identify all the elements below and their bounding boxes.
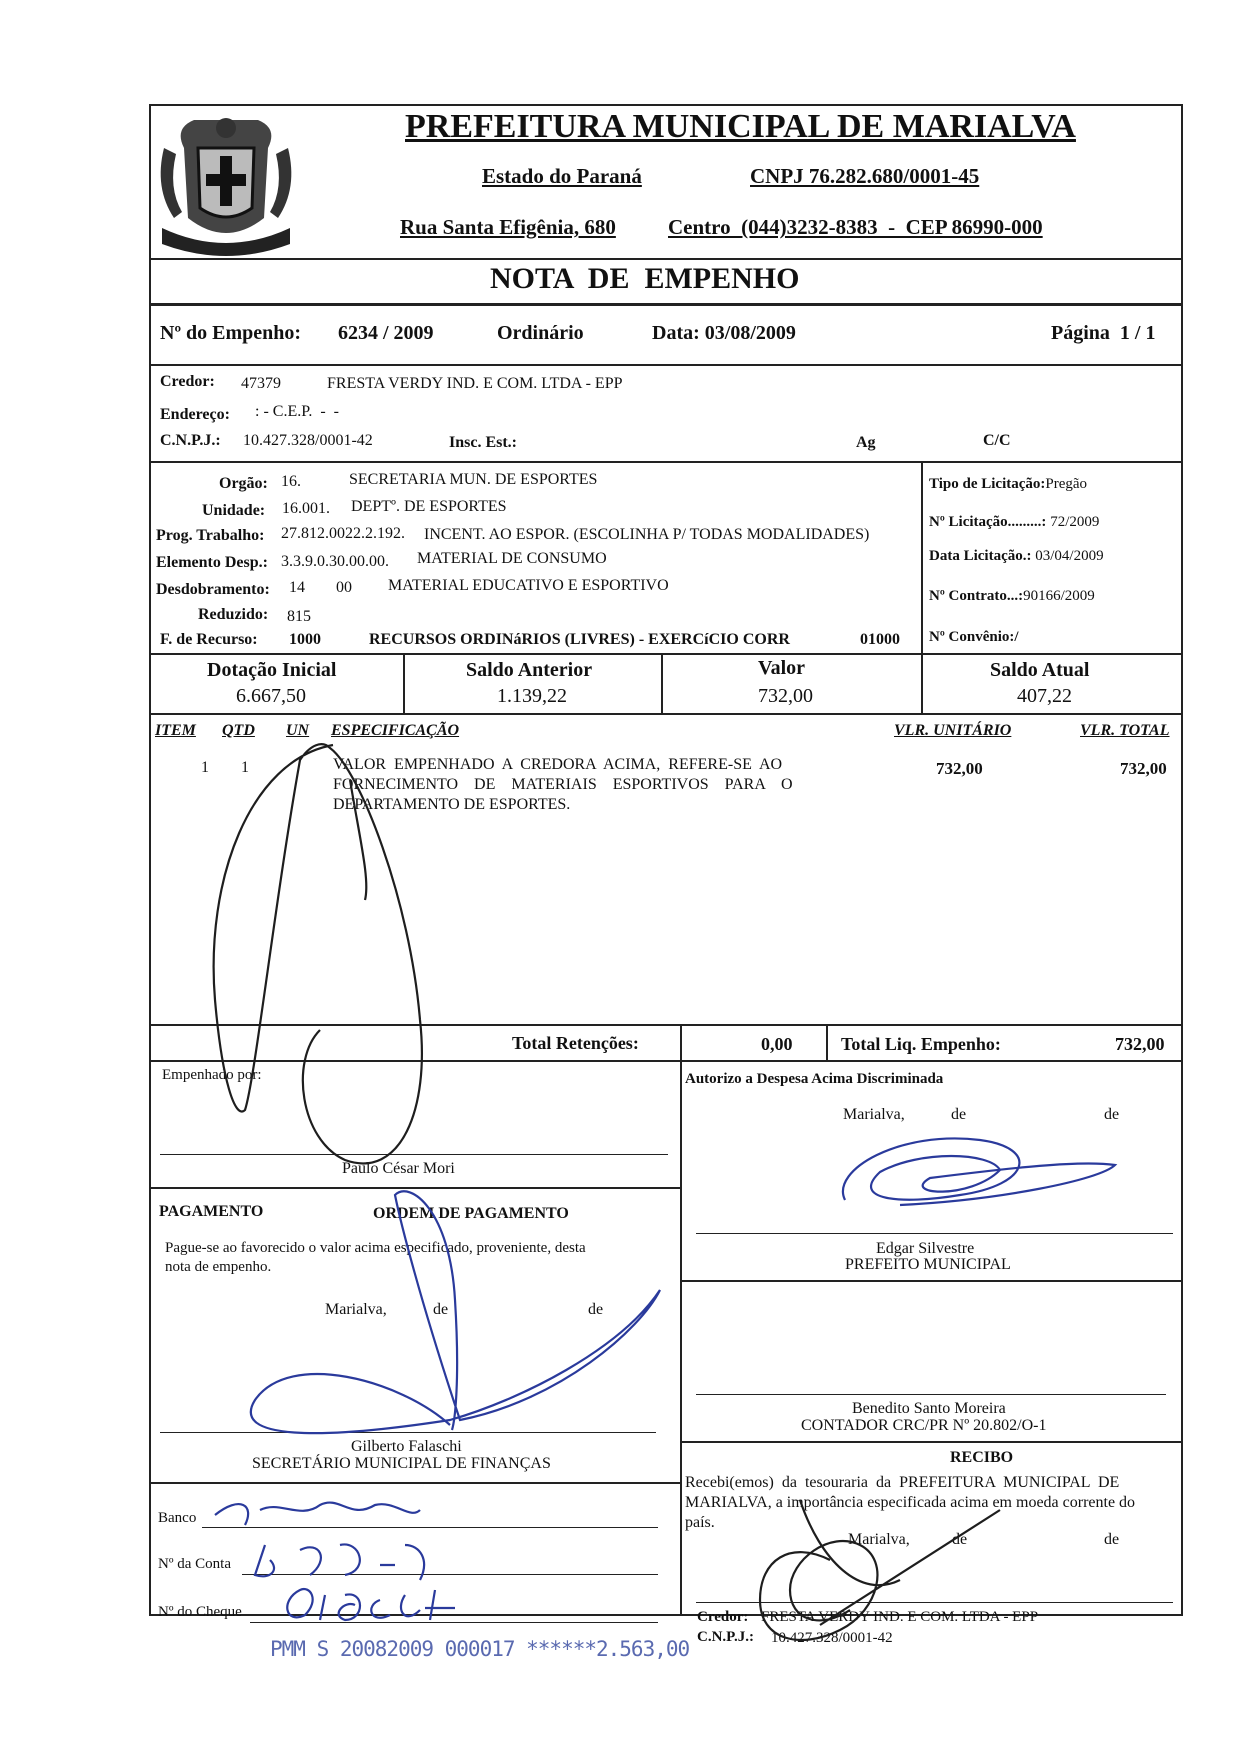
col-unit-value: VLR. UNITÁRIO xyxy=(894,722,1012,739)
reduzido-label: Reduzido: xyxy=(198,606,269,623)
numero-licitacao-label: Nº Licitação.........: 72/2009 xyxy=(929,514,1100,530)
empenho-date: Data: 03/08/2009 xyxy=(652,322,796,344)
contador-name: Benedito Santo Moreira xyxy=(852,1400,1006,1417)
ag-label: Ag xyxy=(856,434,876,451)
empenho-page: Página 1 / 1 xyxy=(1051,322,1156,344)
divider xyxy=(921,461,923,653)
autorizo-label: Autorizo a Despesa Acima Discriminada xyxy=(685,1071,944,1087)
secretario-role: SECRETÁRIO MUNICIPAL DE FINANÇAS xyxy=(252,1455,551,1472)
col-item: ITEM xyxy=(155,722,196,739)
dotacao-label: Dotação Inicial xyxy=(207,659,337,681)
orgao-name: SECRETARIA MUN. DE ESPORTES xyxy=(349,471,598,488)
divider xyxy=(149,1482,680,1484)
item-total-value: 732,00 xyxy=(1120,759,1167,778)
conta-label: Nº da Conta xyxy=(158,1556,231,1572)
divider xyxy=(403,653,405,713)
cheque-label: Nº do Cheque xyxy=(158,1604,242,1620)
autorizo-de: de xyxy=(1104,1106,1120,1123)
cheque-line xyxy=(250,1622,658,1623)
recibo-city: Marialva, xyxy=(848,1531,910,1548)
cc-label: C/C xyxy=(983,432,1011,449)
insc-label: Insc. Est.: xyxy=(449,434,518,451)
desdobramento-code: 00 xyxy=(336,579,352,596)
item-unit-value: 732,00 xyxy=(936,759,983,778)
contador-role: CONTADOR CRC/PR Nº 20.802/O-1 xyxy=(801,1417,1047,1434)
valor-label: Valor xyxy=(758,657,806,679)
empenhado-name: Paulo César Mori xyxy=(342,1160,455,1177)
header-district-phone-cep: Centro (044)3232-8383 - CEP 86990-000 xyxy=(668,215,1043,239)
divider xyxy=(149,1024,1183,1026)
recurso-end: 01000 xyxy=(860,631,900,648)
liq-label: Total Liq. Empenho: xyxy=(841,1034,1001,1054)
empenhado-label: Empenhado por: xyxy=(162,1067,262,1083)
cnpj-label: C.N.P.J.: xyxy=(160,432,221,449)
valor-value: 732,00 xyxy=(758,685,813,707)
divider xyxy=(149,258,1183,260)
recurso-code: 1000 xyxy=(289,631,321,648)
unidade-label: Unidade: xyxy=(202,502,266,519)
recurso-name: RECURSOS ORDINáRIOS (LIVRES) - EXERCíCIO CORR xyxy=(369,631,790,648)
desdobramento-name: MATERIAL EDUCATIVO E ESPORTIVO xyxy=(388,577,669,594)
saldo-anterior-value: 1.139,22 xyxy=(497,685,567,707)
pagamento-text: Pague-se ao favorecido o valor acima especificado, proveniente, desta xyxy=(165,1240,586,1256)
autorizo-de: de xyxy=(951,1106,967,1123)
endereco-value: : - C.E.P. - - xyxy=(255,403,339,420)
prog-label: Prog. Trabalho: xyxy=(156,527,265,544)
recurso-label: F. de Recurso: xyxy=(160,631,258,648)
unidade-name: DEPTº. DE ESPORTES xyxy=(351,498,507,515)
col-spec: ESPECIFICAÇÃO xyxy=(331,722,460,739)
header-state: Estado do Paraná xyxy=(482,164,642,188)
divider xyxy=(680,1441,1183,1443)
desdobramento-code: 14 xyxy=(289,579,305,596)
orgao-label: Orgão: xyxy=(219,475,268,492)
divider xyxy=(826,1024,828,1060)
header-address: Rua Santa Efigênia, 680 xyxy=(400,215,616,239)
signature-line xyxy=(696,1602,1173,1603)
recibo-cnpj-value: 10.427.328/0001-42 xyxy=(771,1630,893,1646)
cnpj-value: 10.427.328/0001-42 xyxy=(243,432,373,449)
autorizo-city: Marialva, xyxy=(843,1106,905,1123)
recibo-credor-label: Credor: xyxy=(697,1609,749,1625)
endereco-label: Endereço: xyxy=(160,406,230,423)
item-spec-line: DEPARTAMENTO DE ESPORTES. xyxy=(333,796,571,813)
tipo-licitacao-label: Tipo de Licitação:Pregão xyxy=(929,476,1088,492)
dotacao-value: 6.667,50 xyxy=(236,685,306,707)
orgao-code: 16. xyxy=(281,473,301,490)
divider xyxy=(149,364,1183,366)
col-total-value: VLR. TOTAL xyxy=(1080,722,1170,739)
saldo-atual-label: Saldo Atual xyxy=(990,659,1090,681)
recibo-text: país. xyxy=(685,1514,715,1531)
item-spec-line: VALOR EMPENHADO A CREDORA ACIMA, REFERE-SE AO xyxy=(333,756,783,773)
divider xyxy=(149,713,1183,715)
divider xyxy=(149,461,1183,463)
empenho-label: Nº do Empenho: xyxy=(160,322,302,344)
elemento-code: 3.3.9.0.30.00.00. xyxy=(281,553,389,570)
divider xyxy=(149,653,1183,655)
empenho-number: 6234 / 2009 xyxy=(338,322,434,344)
item-qtd: 1 xyxy=(241,759,249,776)
desdobramento-label: Desdobramento: xyxy=(156,581,270,598)
divider xyxy=(661,653,663,713)
divider xyxy=(921,653,923,713)
conta-line xyxy=(242,1574,658,1575)
payment-stamp: PMM S 20082009 000017 ******2.563,00 xyxy=(270,1637,690,1661)
document-title: NOTA DE EMPENHO xyxy=(490,262,800,295)
coat-of-arms-icon xyxy=(154,108,298,256)
signature-line xyxy=(696,1233,1173,1234)
pagamento-city: Marialva, xyxy=(325,1301,387,1318)
prefeito-name: Edgar Silvestre xyxy=(876,1240,975,1257)
numero-licitacao-value: 72/2009 xyxy=(1050,514,1100,530)
signature-line xyxy=(160,1154,668,1155)
prefeito-role: PREFEITO MUNICIPAL xyxy=(845,1256,1011,1273)
divider xyxy=(149,1187,680,1189)
col-qtd: QTD xyxy=(222,722,255,739)
col-un: UN xyxy=(286,722,310,739)
tipo-licitacao-value: Pregão xyxy=(1045,476,1088,492)
pagamento-de: de xyxy=(588,1301,604,1318)
prog-code: 27.812.0022.2.192. xyxy=(281,525,405,542)
reduzido-value: 815 xyxy=(287,608,311,625)
elemento-label: Elemento Desp.: xyxy=(156,554,268,571)
header-cnpj: CNPJ 76.282.680/0001-45 xyxy=(750,164,980,188)
ordem-label: ORDEM DE PAGAMENTO xyxy=(373,1205,569,1222)
recibo-text: MARIALVA, a importância especificada acima em moeda corrente do xyxy=(685,1494,1136,1511)
retencoes-value: 0,00 xyxy=(761,1034,793,1054)
data-licitacao-value: 03/04/2009 xyxy=(1035,548,1104,564)
recibo-credor-value: FRESTA VERDY IND. E COM. LTDA - EPP xyxy=(761,1609,1039,1625)
pagamento-text: nota de empenho. xyxy=(165,1259,272,1275)
banco-line xyxy=(202,1527,658,1528)
recibo-text: Recebi(emos) da tesouraria da PREFEITURA MUNICIPAL DE xyxy=(685,1474,1120,1491)
convenio-label: Nº Convênio:/ xyxy=(929,629,1019,645)
banco-label: Banco xyxy=(158,1510,197,1526)
credor-name: FRESTA VERDY IND. E COM. LTDA - EPP xyxy=(327,375,623,392)
secretario-name: Gilberto Falaschi xyxy=(351,1438,462,1455)
signature-line xyxy=(696,1394,1166,1395)
divider xyxy=(680,1060,682,1616)
recibo-label: RECIBO xyxy=(950,1449,1014,1466)
retencoes-label: Total Retenções: xyxy=(512,1033,639,1053)
header-title: PREFEITURA MUNICIPAL DE MARIALVA xyxy=(405,108,1076,145)
unidade-code: 16.001. xyxy=(282,500,330,517)
liq-value: 732,00 xyxy=(1115,1034,1165,1054)
contrato-label: Nº Contrato...:90166/2009 xyxy=(929,588,1095,604)
divider xyxy=(680,1024,682,1060)
saldo-anterior-label: Saldo Anterior xyxy=(466,659,593,681)
item-spec-line: FORNECIMENTO DE MATERIAIS ESPORTIVOS PARA O xyxy=(333,776,793,793)
prog-name: INCENT. AO ESPOR. (ESCOLINHA P/ TODAS MODALIDADES) xyxy=(424,526,870,543)
item-number: 1 xyxy=(201,759,209,776)
recibo-de: de xyxy=(1104,1531,1120,1548)
recibo-de: de xyxy=(952,1531,968,1548)
divider xyxy=(149,1060,1183,1062)
elemento-name: MATERIAL DE CONSUMO xyxy=(417,550,607,567)
data-licitacao-label: Data Licitação.: 03/04/2009 xyxy=(929,548,1104,564)
contrato-value: 90166/2009 xyxy=(1023,588,1095,604)
recibo-cnpj-label: C.N.P.J.: xyxy=(697,1629,754,1645)
signature-line xyxy=(160,1432,656,1433)
credor-code: 47379 xyxy=(241,375,281,392)
saldo-atual-value: 407,22 xyxy=(1017,685,1072,707)
empenho-type: Ordinário xyxy=(497,322,584,344)
divider xyxy=(149,303,1183,306)
credor-label: Credor: xyxy=(160,373,215,390)
pagamento-de: de xyxy=(433,1301,449,1318)
divider xyxy=(680,1280,1183,1282)
pagamento-label: PAGAMENTO xyxy=(159,1203,264,1220)
